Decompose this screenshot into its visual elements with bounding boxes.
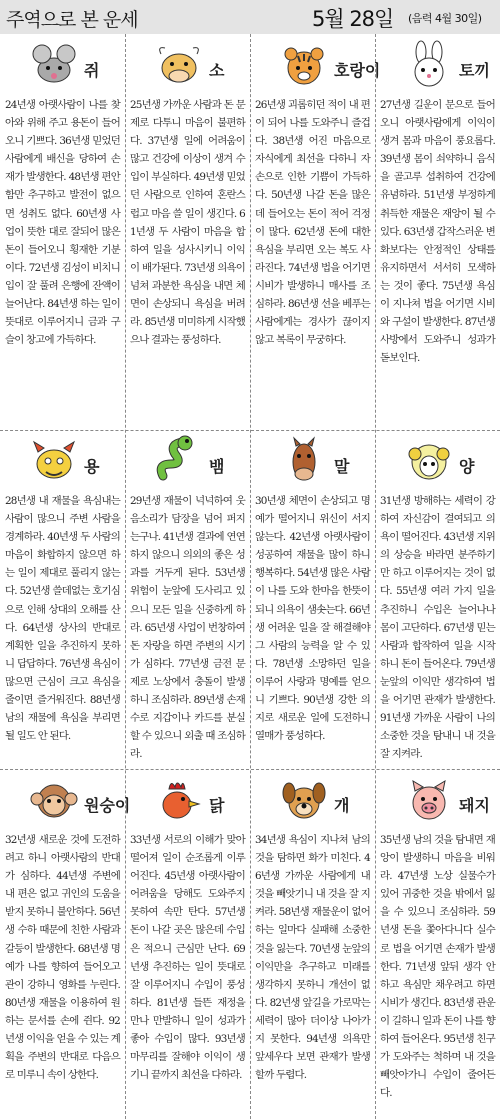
animal-name: 닭 [209,796,225,815]
animal-name: 호랑이 [334,61,381,80]
fortune-text: 25년생 가까운 사람과 돈 문제로 다투니 마음이 불편하다. 37년생 일에 어려움이 많고 건강에 이상이 생겨 수입이 부실하다. 49년생 믿었던 사람으로 인하여 혼란스럽고 마음 쓸 일이 생긴다. 61년생 두 사람이 마음을 합하여 일을 성사시키니 이익이 배가된다. 73년생 의욕이 넘쳐 과분한 욕심을 내면 체면이 손상되니 욕심을 버려라. 85년생 미미하게 시작했으나 결과는 풍성하다. [130,99,245,347]
cell-header [125,769,250,827]
animal-name: 돼지 [459,796,490,815]
cell-header [250,430,375,488]
fortune-text: 24년생 아랫사람이 나를 찾아와 위해 주고 용돈이 들어오니 기쁘다. 36년생 믿었던 사람에게 배신을 당하여 손재가 발생한다. 48년생 편안함만 추구하고 발전이 없으면 성취도 없다. 60년생 사업이 뜻한 대로 잘되어 많은 돈이 들어오니 횡재한 기분이다. 72년생 김성이 비치니 입이 잘 풀려 은행에 잔액이 늘어난다. 84년생 하는 일이 뜻대로 이루어지니 금과 구슬이 창고에 가득하다. [5,99,120,347]
horse-icon [278,436,330,484]
sheep-icon [403,436,455,484]
monkey-icon [28,775,80,823]
fortune-cell-dragon [0,430,125,769]
animal-name: 말 [334,457,350,476]
pig-icon [403,775,455,823]
fortune-grid [0,34,500,1119]
cell-header [0,769,131,827]
page-title: 주역으로 본 운세 [6,9,138,31]
fortune-text: 30년생 체면이 손상되고 명예가 떨어지니 위신이 서지 않는다. 42년생 아랫사람이 성공하여 재물을 많이 하니 행복하다. 54년생 많은 사람이 나를 도와 한마음 한뜻이 되니 의욕이 샘솟는다. 66년생 어려운 일을 잘 해결해야 그 사람의 능력을 알 수 있다. 78년생 소망하던 일을 이루어 사랑과 명예를 얻으니 기쁘다. 90년생 강한 의지로 새로운 일에 도전하니 열매가 풍성하다. [255,495,370,743]
animal-name: 원숭이 [84,796,131,815]
fortune-text: 32년생 새로운 것에 도전하려고 하니 아랫사람의 반대가 심하다. 44년생 주변에 내 편은 없고 귀인의 도움을 받지 못하니 불안하다. 56년생 수하 때문에 친한 사람과 갈등이 발생한다. 68년생 명예가 나를 향하여 들어오고 관이 강하니 영화를 누린다. 80년생 재물을 이용하여 원하는 문서를 손에 쥔다. 92년생 이익을 얻을 수 있는 계획을 주변의 반대로 다음으로 미루니 속이 상한다. [5,834,120,1082]
fortune-cell-sheep [375,430,500,769]
cell-header [250,34,381,92]
fortune-cell-rooster [125,769,250,1119]
cell-header [250,769,375,827]
fortune-cell-horse [250,430,375,769]
snake-icon [153,436,205,484]
cell-header [125,430,250,488]
animal-name: 뱀 [209,457,225,476]
cell-header [0,430,125,488]
fortune-cell-rat [0,34,125,430]
animal-name: 용 [84,457,100,476]
lunar-date: (음력 4월 30일) [408,12,482,25]
animal-name: 쥐 [84,61,100,80]
fortune-text: 29년생 재물이 넉넉하여 웃음소리가 담장을 넘어 퍼지는구나. 41년생 결과에 연연하지 않으니 의외의 좋은 성과를 거두게 된다. 53년생 위험이 눈앞에 도사리고 있으니 모든 일을 신중하게 하라. 65년생 사업이 번창하여 돈 자랑을 하면 주변의 시기가 심하다. 77년생 금전 문제로 노상에서 충돌이 발생하니 조심하라. 89년생 손재수로 지갑이나 카드를 분실할 수 있으니 외출 때 조심하라. [130,495,245,761]
fortune-text: 27년생 길운이 문으로 들어오니 아랫사람에게 이익이 생겨 몸과 마음이 풍요롭다. 39년생 몸이 쇠약하니 음식을 골고루 섭취하여 건강에 유념하라. 51년생 부정하게 취득한 재물은 재앙이 될 수 있다. 63년생 갑작스러운 변화보다는 안정적인 상태를 유지하면서 서서히 모색하는 것이 좋다. 75년생 욕심이 지나쳐 법을 어기면 시비와 구설이 발생한다. 87년생 사방에서 도와주니 성과가 돋보인다. [380,99,495,365]
cell-header [375,34,500,92]
animal-name: 양 [459,457,475,476]
dog-icon [278,775,330,823]
fortune-cell-rabbit [375,34,500,430]
rabbit-icon [403,40,455,88]
fortune-text: 35년생 남의 것을 탐내면 재앙이 발생하니 마음을 비워라. 47년생 노상 실물수가 있어 귀중한 것을 밖에서 잃을 수 있으니 조심하라. 59년생 돈을 쫓아다니다 실수로 법을 어기면 손재가 발생한다. 71년생 앞뒤 생각 안 하고 욕심만 채우려고 하면 시비가 생긴다. 83년생 관운이 길하니 일과 돈이 나를 향하여 들어온다. 95년생 친구가 도와주는 척하며 내 것을 빼앗아가니 수입이 줄어든다. [380,834,495,1100]
dragon-icon [28,436,80,484]
tiger-icon [278,40,330,88]
animal-name: 토끼 [459,61,490,80]
rooster-icon [153,775,205,823]
rat-icon [28,40,80,88]
fortune-text: 31년생 방해하는 세력이 강하여 자신감이 결여되고 의욕이 떨어진다. 43년생 지위의 상승을 바라면 분주하기만 하고 이루어지는 것이 없다. 55년생 여러 가지 일을 추진하니 수입은 늘어나나 몸이 고단하다. 67년생 믿는 사람과 합작하여 일을 시작하니 돈이 들어온다. 79년생 눈앞의 이익만 생각하여 법을 어기면 관재가 발생한다. 91년생 가까운 사람이 나의 소중한 것을 탐내니 내 것을 잘 지켜라. [380,495,495,761]
fortune-cell-snake [125,430,250,769]
fortune-text: 28년생 내 재물을 욕심내는 사람이 많으니 주변 사람을 경계하라. 40년생 두 사람의 마음이 화합하지 않으면 하는 일이 제대로 풀리지 않는다. 52년생 쓸데없는 호기심으로 인해 상대의 오해를 산다. 64년생 상사의 반대로 계획한 일을 추진하지 못하니 답답하다. 76년생 욕심이 많으면 근심이 크고 욕심을 줄이면 즐거워진다. 88년생 남의 재물에 욕심을 부리면 될 일도 안 된다. [5,495,120,743]
cell-header [375,769,500,827]
solar-date: 5월 28일 [312,7,394,31]
fortune-text: 34년생 욕심이 지나쳐 남의 것을 탐하면 화가 미친다. 46년생 가까운 사람에게 내 것을 빼앗기니 내 것을 잘 지켜라. 58년생 재물운이 없어 하는 일마다 실패해 소중한 것을 잃는다. 70년생 눈앞의 이익만을 추구하고 미래를 생각하지 못하니 개선이 없다. 82년생 앞길을 가로막는 세력이 많아 더이상 나아가지 못한다. 94년생 의욕만 앞세우다 보면 관재가 발생할까 두렵다. [255,834,370,1082]
cell-header [375,430,500,488]
fortune-cell-monkey [0,769,131,1119]
animal-name: 소 [209,61,225,80]
fortune-text: 33년생 서로의 이해가 맞아떨어져 일이 순조롭게 이루어진다. 45년생 아랫사람이 어려움을 당해도 도와주지 못하여 속만 탄다. 57년생 돈이 나갈 곳은 많은데 수입은 적으니 근심만 난다. 69년생 추진하는 일이 뜻대로 잘 이루어지니 수입이 풍성하다. 81년생 들뜬 재정을 만나 만발하니 일이 성과가 좋아 수입이 많다. 93년생 마무리를 잘해야 이익이 생기니 끝까지 최선을 다하라. [130,834,245,1082]
cell-header [125,34,250,92]
fortune-cell-pig [375,769,500,1119]
animal-name: 개 [334,796,350,815]
fortune-text: 26년생 괴롭히던 적이 내 편이 되어 나를 도와주니 즐겁다. 38년생 어진 마음으로 자식에게 최선을 다하니 자손으로 인한 기쁨이 가득하다. 50년생 나갈 돈을 많은데 들어오는 돈이 적어 걱정이 많다. 62년생 돈에 대한 욕심을 부리면 오는 복도 사라진다. 74년생 법을 어기면 시비가 발생하니 매사를 조심하라. 86년생 선을 베푸는 사람에게는 경사가 끊이지 않고 복록이 무궁하다. [255,99,370,347]
header-bar [0,0,500,34]
cell-header [0,34,125,92]
fortune-cell-ox [125,34,250,430]
fortune-cell-tiger [250,34,381,430]
fortune-cell-dog [250,769,375,1119]
ox-icon [153,40,205,88]
